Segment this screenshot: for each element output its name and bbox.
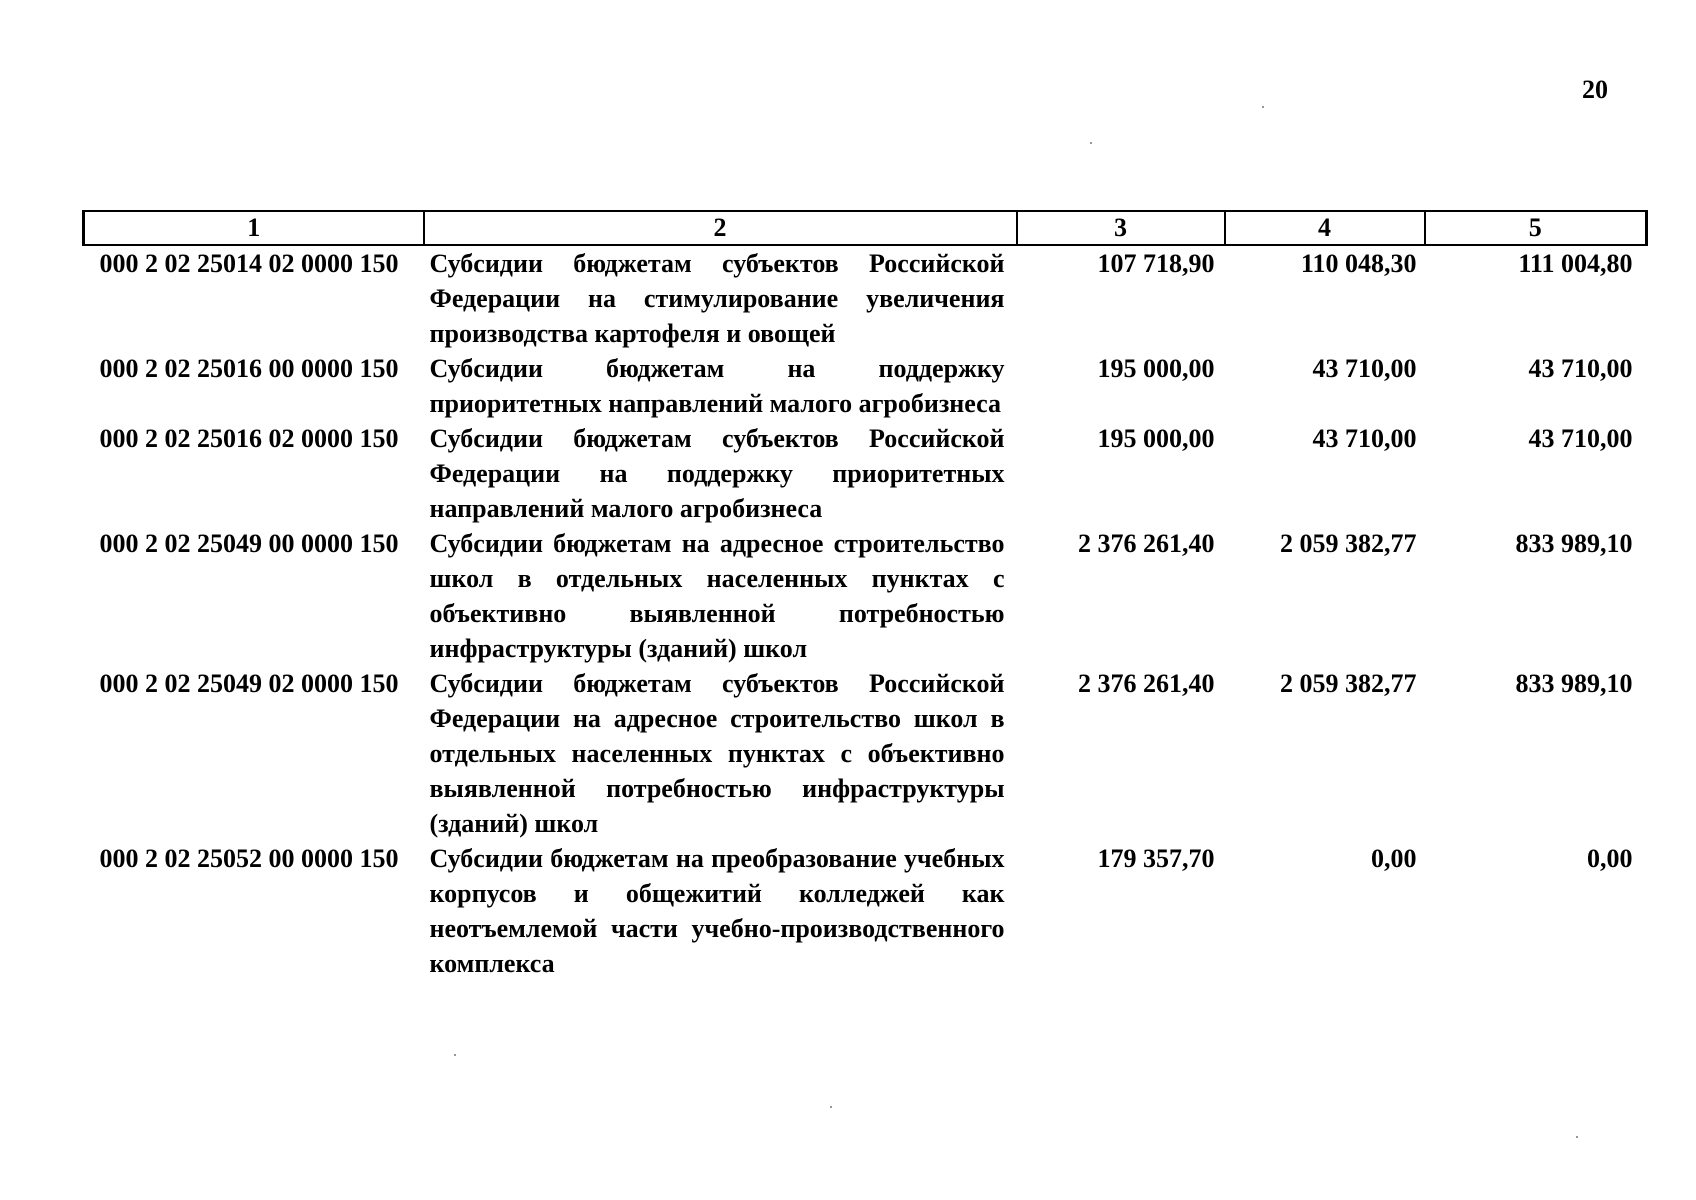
budget-code-cell: 000 2 02 25014 02 0000 150 xyxy=(99,249,399,278)
amount-col4-cell: 2 059 382,77 xyxy=(1280,529,1417,558)
amount-col5-cell: 111 004,80 xyxy=(1518,249,1633,278)
budget-code-cell: 000 2 02 25052 00 0000 150 xyxy=(99,844,399,873)
table-row xyxy=(84,245,1647,351)
column-header-2: 2 xyxy=(424,211,1017,245)
description-cell: Субсидии бюджетам на адресное строительство школ в отдельных населенных пунктах с объективно выявленной потребностью инфраструктуры (зданий) школ xyxy=(429,529,1005,663)
scan-speck xyxy=(1576,1136,1578,1138)
scan-speck xyxy=(830,1106,832,1108)
amount-col3-cell: 107 718,90 xyxy=(1097,249,1215,278)
budget-code-cell: 000 2 02 25016 00 0000 150 xyxy=(99,354,399,383)
amount-col4-cell: 110 048,30 xyxy=(1300,249,1417,278)
table-header xyxy=(84,211,1647,245)
amount-col3-cell: 2 376 261,40 xyxy=(1078,529,1215,558)
amount-col4-cell: 43 710,00 xyxy=(1312,424,1417,453)
table-body xyxy=(84,245,1647,981)
table-row xyxy=(84,421,1647,526)
description-cell: Субсидии бюджетам субъектов Российской Федерации на адресное строительство школ в отдельных населенных пунктах с объективно выявленной потребностью инфраструктуры (зданий) школ xyxy=(429,669,1005,838)
amount-col4-cell: 2 059 382,77 xyxy=(1280,669,1417,698)
column-header-1: 1 xyxy=(84,211,424,245)
table-row xyxy=(84,351,1647,421)
table-row xyxy=(84,526,1647,666)
scan-speck xyxy=(454,1054,456,1056)
amount-col5-cell: 0,00 xyxy=(1587,844,1633,873)
budget-table xyxy=(82,210,1648,981)
amount-col3-cell: 195 000,00 xyxy=(1097,424,1215,453)
table-row xyxy=(84,666,1647,841)
amount-col5-cell: 43 710,00 xyxy=(1528,424,1633,453)
table-row xyxy=(84,841,1647,981)
page-number: 20 xyxy=(1582,75,1608,104)
scan-speck xyxy=(1262,106,1264,108)
amount-col3-cell: 2 376 261,40 xyxy=(1078,669,1215,698)
column-header-5: 5 xyxy=(1425,211,1647,245)
description-cell: Субсидии бюджетам субъектов Российской Федерации на поддержку приоритетных направлений малого агробизнеса xyxy=(429,424,1005,523)
column-header-3: 3 xyxy=(1017,211,1225,245)
description-cell: Субсидии бюджетам на преобразование учебных корпусов и общежитий колледжей как неотъемлемой части учебно-производственного комплекса xyxy=(429,844,1005,978)
column-header-4: 4 xyxy=(1225,211,1425,245)
amount-col4-cell: 0,00 xyxy=(1371,844,1417,873)
amount-col4-cell: 43 710,00 xyxy=(1312,354,1417,383)
amount-col3-cell: 179 357,70 xyxy=(1097,844,1215,873)
budget-code-cell: 000 2 02 25049 00 0000 150 xyxy=(99,529,399,558)
amount-col5-cell: 833 989,10 xyxy=(1515,669,1633,698)
description-cell: Субсидии бюджетам на поддержку приоритетных направлений малого агробизнеса xyxy=(429,354,1005,418)
budget-code-cell: 000 2 02 25016 02 0000 150 xyxy=(99,424,399,453)
header-row xyxy=(84,211,1647,245)
amount-col5-cell: 833 989,10 xyxy=(1515,529,1633,558)
amount-col5-cell: 43 710,00 xyxy=(1528,354,1633,383)
amount-col3-cell: 195 000,00 xyxy=(1097,354,1215,383)
budget-code-cell: 000 2 02 25049 02 0000 150 xyxy=(99,669,399,698)
scan-speck xyxy=(1090,142,1092,144)
description-cell: Субсидии бюджетам субъектов Российской Федерации на стимулирование увеличения производства картофеля и овощей xyxy=(429,249,1005,348)
